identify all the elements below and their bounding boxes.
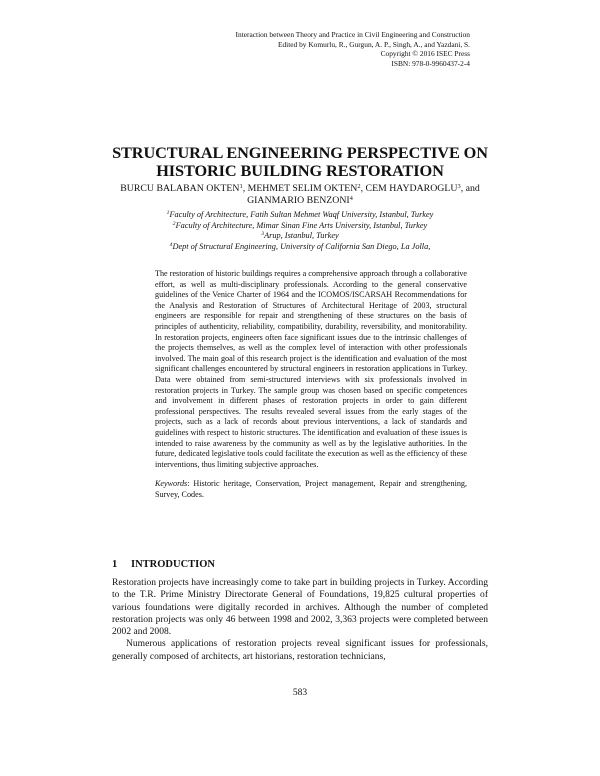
paper-title [60,144,540,180]
affiliation-item [90,221,510,232]
author-superscript: 1 [239,183,243,190]
affiliation-superscript: 2 [172,220,176,227]
affiliation-item [90,242,510,253]
keywords-text: : Historic heritage, Conservation, Project management, Repair and strengthening, Survey, Codes. [155,479,467,499]
page-number: 583 [292,688,308,698]
affiliation-superscript: 3 [261,231,265,238]
body-paragraph: Restoration projects have increasingly come to take part in building projects in Turkey. According to the T.R. Prime Ministry Directorate General of Foundations, 19,825 cultural properties of various foundations were digitally recorded in archives. Although the number of completed restoration projects was only 46 between 1998 and 2002, 3,363 projects were completed between 2002 and 2008. [112,577,488,638]
title-line-1: STRUCTURAL ENGINEERING PERSPECTIVE ON [112,143,488,162]
affiliation-item [90,210,510,221]
affiliation-text: Arup, Istanbul, Turkey [264,231,339,241]
conference-header [236,30,470,68]
keywords [155,479,467,500]
header-line-copyright: Copyright © 2016 ISEC Press [380,49,470,59]
affiliation-superscript: 4 [169,241,173,248]
abstract-text: The restoration of historic buildings requires a comprehensive approach through a collaborative effort, as well as multi-disciplinary professionals. According to the general conservative guidelines of the Venice Charter of 1964 and the ICOMOS/ISCARSAH Recommendations for the Analysis and Restoration of Structures of Architectural Heritage of 2003, structural engineers are responsible for repair and strengthening of these structures on the basis of principles of authenticity, reliability, compatibility, durability, reversibility, and monitorability. In restoration projects, engineers often face significant issues due to the intrinsic challenges of the projects themselves, as well as the complex level of interaction with other professionals involved. The main goal of this research project is the identification and evaluation of the most significant challenges encountered by structural engineers in restoration applications in Turkey. Data were obtained from semi-structured interviews with six professionals involved in restoration projects in Turkey. The sample group was chosen based on specific competences and involvement in different phases of restoration projects in order to gain different professional perspectives. The results revealed several issues from the early stages of the projects, such as a lack of records about previous interventions, a lack of standards and guidelines with respect to historic structures. The identification and evaluation of these issues is intended to raise awareness by the community as well as by the legislative authorities. In the future, dedicated legislative tools could facilitate the execution as well as the efficiency of these interventions, thus limiting subjective approaches. [155,269,467,469]
affiliation-superscript: 1 [166,210,170,216]
affiliation-item [90,231,510,242]
author-superscript: 2 [357,183,361,190]
section-number: 1 [112,559,118,570]
header-line-editors: Edited by Komurlu, R., Gurgun, A. P., Singh, A., and Yazdani, S. [277,39,470,49]
title-line-2: HISTORIC BUILDING RESTORATION [156,161,444,180]
affiliation-text: Dept of Structural Engineering, University of California San Diego, La Jolla, [172,241,431,251]
introduction-body [112,577,488,663]
author-name: GIANMARIO BENZONI [247,195,350,207]
author-name: CEM HAYDAROGLU [365,183,458,194]
affiliation-list [90,210,510,252]
author-conjunction: and [465,183,480,194]
header-line-isbn: ISBN: 978-0-9960437-2-4 [391,58,470,68]
author-superscript: 4 [349,195,353,203]
author-name: MEHMET SELIM OKTEN [247,183,358,194]
affiliation-text: Faculty of Architecture, Fatih Sultan Mehmet Waqf University, Istanbul, Turkey [169,210,434,219]
affiliation-text: Faculty of Architecture, Mimar Sinan Fine Arts University, Istanbul, Turkey [175,220,428,230]
section-heading [112,558,215,571]
header-line-proceedings: Interaction between Theory and Practice in Civil Engineering and Construction [235,30,470,39]
keywords-label: Keywords [155,479,188,488]
section-title: INTRODUCTION [131,559,216,570]
body-paragraph: Numerous applications of restoration projects reveal significant issues for professionals, generally composed of architects, art historians, restoration technicians, [112,638,488,662]
author-list: BURCU BALABAN OKTEN$^1$, MEHMET SELIM OKTEN$^2$, CEM HAYDAROGLU$^3$, and GIANMARIO BENZONI$^4$ [120,183,480,207]
author-superscript: 3 [457,183,461,190]
author-name: BURCU BALABAN OKTEN [120,183,240,194]
